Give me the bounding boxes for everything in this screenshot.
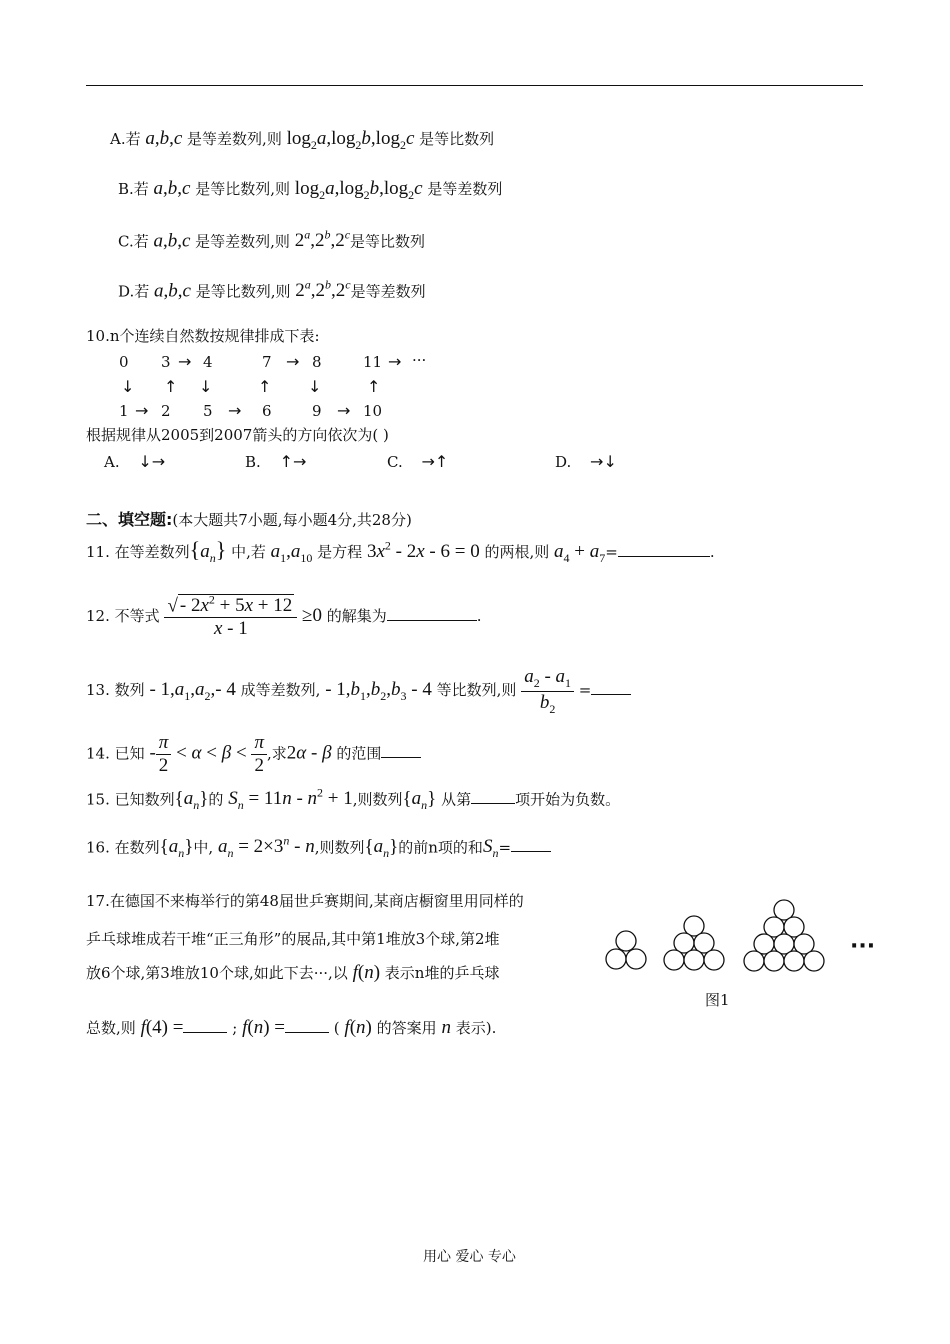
- inequality-fraction: $\frac{√ - 2x^2 + 5x + 12}{x - 1}$: [164, 594, 297, 640]
- header-rule: [86, 85, 863, 86]
- choice-10b: B. ↑→: [245, 452, 307, 471]
- question-17-line2: 乒乓球堆成若干堆“正三角形”的展品,其中第1堆放3个球,第2堆: [86, 930, 500, 948]
- answer-blank[interactable]: [471, 803, 515, 804]
- option-9d: D.若 a,b,c 是等比数列,则 2$^a$,2$^b$,2$^c$是等差数列: [118, 278, 426, 302]
- ball-stack-1: [606, 931, 646, 969]
- ratio-fraction: $\frac{a_2 - a_1}{b_2}$: [521, 666, 574, 716]
- number-cell: ···: [412, 351, 427, 369]
- down-arrow-icon: ↓: [199, 377, 213, 396]
- down-arrow-icon: ↓: [121, 377, 135, 396]
- choice-10a: A. ↓→: [104, 452, 166, 471]
- right-arrow-icon: →: [388, 352, 402, 371]
- question-16: 16. 在数列$\{a_n\}$中, $a_n = 2\times 3^n - n$,则数列$\{a_n\}$的前n项的和$S_n=$: [86, 834, 551, 861]
- question-17-line4: 总数,则 f(4) = ; f(n) = ( f(n) 的答案用 n 表示).: [86, 1017, 497, 1038]
- choice-10d: D. →↓: [555, 452, 617, 471]
- answer-blank[interactable]: [618, 556, 710, 557]
- question-15: 15. 已知数列$\{a_n\}$的 $S_n = 11n - n^2 + 1$,则数列$\{a_n\}$ 从第 项开始为负数。: [86, 786, 621, 813]
- option-9a: A.若 a,b,c 是等差数列,则 $\log_2a,\log_2b,\log_2c$ 是等比数列: [110, 128, 495, 152]
- number-cell: 8: [312, 353, 322, 371]
- number-cell: 7: [262, 353, 272, 371]
- down-arrow-icon: ↓→: [138, 452, 166, 471]
- answer-blank[interactable]: [387, 620, 477, 621]
- option-9c: C.若 a,b,c 是等差数列,则 2$^a$,2$^b$,2$^c$是等比数列: [118, 228, 426, 252]
- right-arrow-icon: →: [228, 401, 242, 420]
- question-13: 13. 数列 - $1,a_1,a_2,-$ 4 成等差数列, - $1,b_1,b_2,b_3 - 4$ 等比数列,则 $\frac{a_2 - a_1}{b_2}$ =: [86, 666, 631, 716]
- number-cell: 4: [203, 353, 213, 371]
- number-cell: 9: [312, 402, 322, 420]
- right-arrow-icon: →: [337, 401, 351, 420]
- option-9b: B.若 a,b,c 是等比数列,则 $\log_2a,\log_2b,\log_2c$ 是等差数列: [118, 178, 503, 202]
- answer-blank[interactable]: [381, 757, 421, 758]
- question-11: 11. 在等差数列$\{a_n\}$ 中,若 $a_1,a_{10}$ 是方程 $3x^2 - 2x - 6 = 0$ 的两根,则 $a_4 + a_7=$ .: [86, 537, 715, 565]
- ball-stack-2: [664, 916, 724, 970]
- question-17-line3: 放6个球,第3堆放10个球,如此下去···,以 f(n) 表示n堆的乒乓球: [86, 962, 500, 983]
- figure-caption: 图1: [705, 991, 730, 1009]
- page-footer: 用心 爱心 专心: [423, 1249, 516, 1265]
- right-arrow-icon: →: [135, 401, 149, 420]
- number-cell: 10: [363, 402, 383, 420]
- choice-10c: C. →↑: [387, 452, 449, 471]
- right-arrow-icon: →: [286, 352, 300, 371]
- right-arrow-icon: →: [178, 352, 192, 371]
- down-arrow-icon: ↓: [308, 377, 322, 396]
- number-cell: 6: [262, 402, 272, 420]
- answer-blank[interactable]: [183, 1032, 227, 1033]
- number-cell: 5: [203, 402, 213, 420]
- answer-blank[interactable]: [511, 851, 551, 852]
- question-17-line1: 17.在德国不来梅举行的第48届世乒赛期间,某商店橱窗里用同样的: [86, 892, 524, 910]
- up-arrow-icon: ↑: [367, 377, 381, 396]
- up-arrow-icon: ↑: [258, 377, 272, 396]
- figure-continuation: ···: [850, 934, 876, 959]
- number-cell: 2: [161, 402, 171, 420]
- number-cell: 1: [119, 402, 129, 420]
- question-10-prompt: 根据规律从2005到2007箭头的方向依次为( ): [86, 426, 389, 444]
- right-arrow-icon: →↑: [421, 452, 449, 471]
- number-cell: 3: [161, 353, 171, 371]
- section-2-heading: 二、填空题:(本大题共7小题,每小题4分,共28分): [86, 510, 412, 529]
- up-arrow-icon: ↑: [164, 377, 178, 396]
- question-14: 14. 已知 - $\frac{\pi}{2}$ < α < β < $\frac{\pi}{2}$ ,求2α - β 的范围: [86, 732, 421, 777]
- answer-blank[interactable]: [591, 694, 631, 695]
- right-arrow-icon: →↓: [590, 452, 617, 471]
- number-cell: 0: [119, 353, 129, 371]
- number-cell: 11: [363, 353, 383, 371]
- question-12: 12. 不等式 $\frac{√ - 2x^2 + 5x + 12}{x - 1}$ ≥0 的解集为 .: [86, 593, 482, 640]
- ball-stack-3: [744, 900, 824, 971]
- answer-blank[interactable]: [285, 1032, 329, 1033]
- up-arrow-icon: ↑→: [279, 452, 307, 471]
- question-10-text: 10.n个连续自然数按规律排成下表:: [86, 327, 320, 345]
- ball-stacks-figure: [600, 895, 890, 985]
